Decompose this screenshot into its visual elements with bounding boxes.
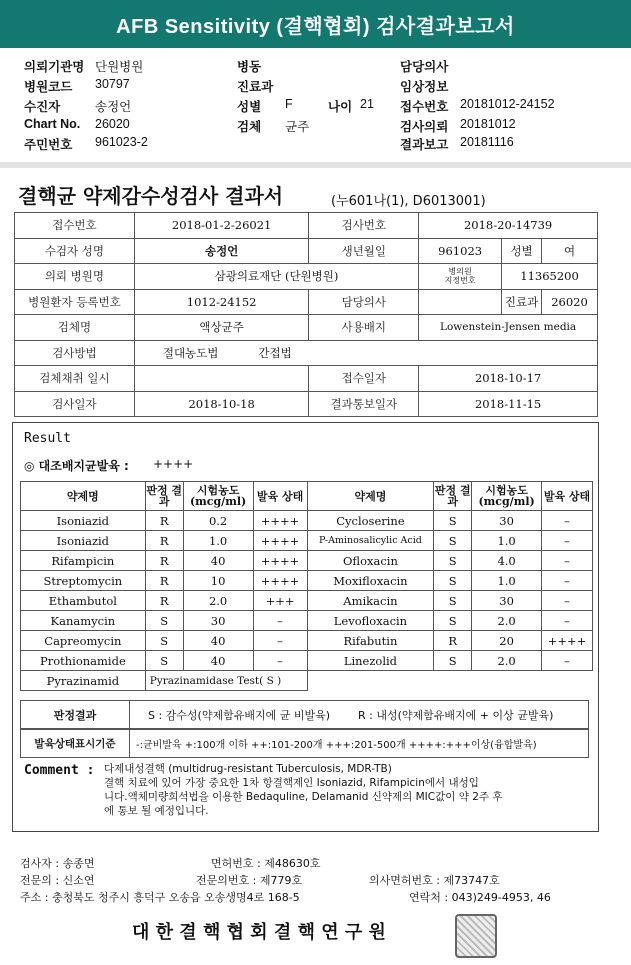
- table-row: [21, 611, 593, 631]
- label-doctor: 담당의사: [400, 60, 449, 74]
- drug-judge: S: [434, 571, 472, 591]
- table-row: [21, 551, 593, 571]
- col-judge-left: 판정 결과: [145, 482, 183, 511]
- label-patient: 수진자: [24, 100, 61, 114]
- label-receipt-no: 접수번호: [400, 100, 449, 114]
- cell-dob-value: 961023: [419, 238, 502, 264]
- drug-growth: –: [253, 651, 307, 671]
- value-report-date: 20181116: [460, 135, 514, 149]
- control-growth-value: ++++: [153, 457, 194, 471]
- drug-growth: –: [542, 511, 593, 531]
- value-age: 21: [360, 97, 374, 111]
- patient-info-table: [14, 212, 598, 417]
- value-request-date: 20181012: [460, 117, 516, 131]
- cell-dept-label: 진료과: [502, 289, 542, 315]
- cell-testdate-value: 2018-10-18: [134, 391, 309, 417]
- footer-license1: 면허번호 : 제48630호: [211, 857, 321, 870]
- drug-conc: 30: [472, 591, 542, 611]
- drug-name: Linezolid: [307, 651, 434, 671]
- drug-conc: 2.0: [472, 651, 542, 671]
- value-hospital-code: 30797: [95, 77, 130, 91]
- drug-growth: ++++: [253, 511, 307, 531]
- cell-patient-value: 송정언: [134, 238, 309, 264]
- drug-name: Kanamycin: [21, 611, 146, 631]
- cell-specimen-label: 검체명: [15, 315, 135, 341]
- value-institution: 단원병원: [95, 60, 144, 74]
- value-specimen: 균주: [285, 120, 310, 134]
- drug-table: [20, 481, 593, 691]
- drug-conc: 10: [183, 571, 253, 591]
- value-resident-no: 961023-2: [95, 135, 148, 149]
- drug-conc: 40: [183, 651, 253, 671]
- hospcode-label-line2: 지정번호: [444, 276, 476, 286]
- drug-conc: 0.2: [183, 511, 253, 531]
- col-growth-left: 발육 상태: [253, 482, 307, 511]
- col-drug-left: 약제명: [21, 482, 146, 511]
- label-department: 진료과: [237, 80, 274, 94]
- drug-growth: +++: [253, 591, 307, 611]
- table-row: [21, 651, 593, 671]
- drug-conc: 2.0: [183, 591, 253, 611]
- drug-judge: S: [434, 591, 472, 611]
- drug-conc: 1.0: [472, 571, 542, 591]
- drug-conc: 1.0: [183, 531, 253, 551]
- table-row: [21, 671, 593, 691]
- table-row: [21, 591, 593, 611]
- col-judge-right: 판정 결과: [434, 482, 472, 511]
- label-resident-no: 주민번호: [24, 138, 73, 152]
- drug-conc: 20: [472, 631, 542, 651]
- col-drug-right: 약제명: [307, 482, 434, 511]
- value-sex: F: [285, 97, 293, 111]
- cell-sex-value: 여: [542, 238, 598, 264]
- drug-conc: 4.0: [472, 551, 542, 571]
- comment-label: Comment :: [24, 763, 95, 778]
- legend-judge-label: 판정결과: [20, 700, 130, 729]
- drug-judge: R: [145, 591, 183, 611]
- cell-hospcode-value: 11365200: [502, 264, 598, 290]
- footer-tester: 검사자 : 송종면: [20, 857, 95, 870]
- drug-name: Ethambutol: [21, 591, 146, 611]
- cell-reg-label: 병원환자 등록번호: [15, 289, 135, 315]
- drug-growth: –: [253, 611, 307, 631]
- drug-growth: –: [542, 571, 593, 591]
- legend-judge-s: S : 감수성(약제함유배지에 균 비발육): [148, 708, 331, 722]
- drug-growth: –: [253, 631, 307, 651]
- cell-notify-label: 결과통보일자: [309, 391, 419, 417]
- cell-sex-label: 성별: [502, 238, 542, 264]
- pza-result: Pyrazinamidase Test( S ): [145, 671, 307, 691]
- drug-name: P-Aminosalicylic Acid: [307, 531, 434, 551]
- cell-dob-label: 생년월일: [309, 238, 419, 264]
- label-chart-no: Chart No.: [24, 117, 81, 131]
- drug-judge: R: [145, 531, 183, 551]
- cell-method-value: [134, 340, 597, 366]
- cell-testno-value: 2018-20-14739: [419, 213, 598, 239]
- col-growth-right: 발육 상태: [542, 482, 593, 511]
- col-conc-left: 시험농도 (mcg/ml): [183, 482, 253, 511]
- label-report-date: 결과보고: [400, 138, 449, 152]
- drug-name: Cycloserine: [307, 511, 434, 531]
- drug-judge: S: [434, 551, 472, 571]
- control-growth-label: ◎ 대조배지균발육 :: [24, 459, 129, 473]
- cell-medium-value: Lowenstein-Jensen media: [419, 315, 598, 341]
- footer-license3: 의사면허번호 : 제73747호: [369, 874, 500, 887]
- drug-conc: 30: [183, 611, 253, 631]
- drug-conc: 2.0: [472, 611, 542, 631]
- comment-line: 니다.액체미량희석법을 이용한 Bedaquline, Delamanid 신약제의 MIC값이 약 2주 후: [104, 791, 503, 803]
- drug-name: Levofloxacin: [307, 611, 434, 631]
- cell-specimen-value: 액상균주: [134, 315, 309, 341]
- method-absolute: 절대농도법: [162, 345, 219, 360]
- drug-judge: S: [434, 531, 472, 551]
- cell-recv-label: 접수일자: [309, 366, 419, 392]
- drug-judge: S: [434, 511, 472, 531]
- drug-judge: S: [145, 611, 183, 631]
- report-title: 결핵균 약제감수성검사 결과서: [18, 184, 284, 208]
- section-divider: [0, 162, 631, 168]
- comment-line: 결핵 치료에 있어 가장 중요한 1차 항결핵제인 Isoniazid, Rifampicin에서 내성입: [104, 777, 479, 789]
- comment-line: 에 통보 될 예정입니다.: [104, 805, 209, 817]
- drug-growth: –: [542, 651, 593, 671]
- label-specimen: 검체: [237, 120, 262, 134]
- cell-recv-value: 2018-10-17: [419, 366, 598, 392]
- table-row: [21, 531, 593, 551]
- cell-doctor-value: [419, 289, 502, 315]
- drug-name: Streptomycin: [21, 571, 146, 591]
- footer-phone: 연락처 : 043)249-4953, 46: [409, 891, 551, 904]
- drug-growth: –: [542, 551, 593, 571]
- cell-dept-value: 26020: [542, 289, 598, 315]
- label-hospital-code: 병원코드: [24, 80, 73, 94]
- value-receipt-no: 20181012-24152: [460, 97, 555, 111]
- cell-receipt-label: 접수번호: [15, 213, 135, 239]
- legend-judge-text: [129, 700, 589, 729]
- cell-receipt-value: 2018-01-2-26021: [134, 213, 309, 239]
- legend-growth-text: -:균비발육 +:100개 이하 ++:101-200개 +++:201-500개 ++++:+++이상(융합발육): [129, 729, 589, 758]
- result-heading: Result: [24, 431, 71, 446]
- drug-name: Ofloxacin: [307, 551, 434, 571]
- legend-judge-r: R : 내성(약제함유배지에 + 이상 균발육): [358, 708, 554, 722]
- value-patient: 송정언: [95, 100, 132, 114]
- drug-name: Rifampicin: [21, 551, 146, 571]
- label-sex: 성별: [237, 100, 262, 114]
- value-chart-no: 26020: [95, 117, 130, 131]
- table-row: [21, 631, 593, 651]
- cell-medium-label: 사용배지: [309, 315, 419, 341]
- cell-hospcode-label: [419, 264, 502, 290]
- drug-name: Isoniazid: [21, 531, 146, 551]
- drug-growth: ++++: [253, 571, 307, 591]
- drug-judge: R: [145, 551, 183, 571]
- label-institution: 의뢰기관명: [24, 60, 85, 74]
- drug-growth: ++++: [542, 631, 593, 651]
- cell-testdate-label: 검사일자: [15, 391, 135, 417]
- drug-judge: S: [145, 651, 183, 671]
- label-clinical-info: 임상정보: [400, 80, 449, 94]
- drug-name: Amikacin: [307, 591, 434, 611]
- cell-collect-value: [134, 366, 309, 392]
- drug-growth: –: [542, 591, 593, 611]
- cell-reg-value: 1012-24152: [134, 289, 309, 315]
- footer-specialist: 전문의 : 신소연: [20, 874, 95, 887]
- table-row: [21, 571, 593, 591]
- cell-hospital-label: 의뢰 병원명: [15, 264, 135, 290]
- drug-judge: R: [145, 511, 183, 531]
- label-age: 나이: [328, 100, 353, 114]
- drug-conc: 1.0: [472, 531, 542, 551]
- hospcode-label-line1: 병의원: [448, 267, 472, 277]
- footer-license2: 전문의번호 : 제779호: [196, 874, 303, 887]
- drug-growth: ++++: [253, 551, 307, 571]
- cell-testno-label: 검사번호: [309, 213, 419, 239]
- cell-patient-label: 수검자 성명: [15, 238, 135, 264]
- label-request-date: 검사의뢰: [400, 120, 449, 134]
- drug-growth: –: [542, 611, 593, 631]
- method-indirect: 간접법: [258, 345, 292, 360]
- footer-address: 주소 : 충청북도 청주시 흥덕구 오송읍 오송생명4로 168-5: [20, 891, 300, 904]
- drug-name: Rifabutin: [307, 631, 434, 651]
- drug-name: Moxifloxacin: [307, 571, 434, 591]
- official-seal: [455, 914, 497, 958]
- drug-judge: S: [145, 631, 183, 651]
- drug-name: Pyrazinamid: [21, 671, 146, 691]
- col-conc-right: 시험농도 (mcg/ml): [472, 482, 542, 511]
- cell-hospital-value: 삼광의료재단 (단원병원): [134, 264, 418, 290]
- drug-judge: S: [434, 611, 472, 631]
- comment-text: [104, 762, 503, 818]
- drug-conc: 40: [183, 551, 253, 571]
- cell-method-label: 검사방법: [15, 340, 135, 366]
- label-ward: 병동: [237, 60, 262, 74]
- drug-name: Isoniazid: [21, 511, 146, 531]
- drug-growth: ++++: [253, 531, 307, 551]
- drug-conc: 40: [183, 631, 253, 651]
- legend-growth-label: 발육상태표시기준: [20, 729, 130, 758]
- comment-line: 다제내성결핵 (multidrug-resistant Tuberculosis, MDR-TB): [104, 763, 392, 775]
- report-banner: AFB Sensitivity (결핵협회) 검사결과보고서: [0, 0, 631, 48]
- drug-judge: S: [434, 651, 472, 671]
- footer-org: 대 한 결 핵 협 회 결 핵 연 구 원: [132, 922, 386, 943]
- cell-collect-label: 검체채취 일시: [15, 366, 135, 392]
- cell-doctor-label: 담당의사: [309, 289, 419, 315]
- drug-conc: 30: [472, 511, 542, 531]
- table-row: [21, 511, 593, 531]
- drug-judge: R: [145, 571, 183, 591]
- drug-judge: R: [434, 631, 472, 651]
- cell-notify-value: 2018-11-15: [419, 391, 598, 417]
- drug-name: Capreomycin: [21, 631, 146, 651]
- drug-growth: –: [542, 531, 593, 551]
- report-code: (누601나(1), D6013001): [331, 194, 486, 209]
- drug-name: Prothionamide: [21, 651, 146, 671]
